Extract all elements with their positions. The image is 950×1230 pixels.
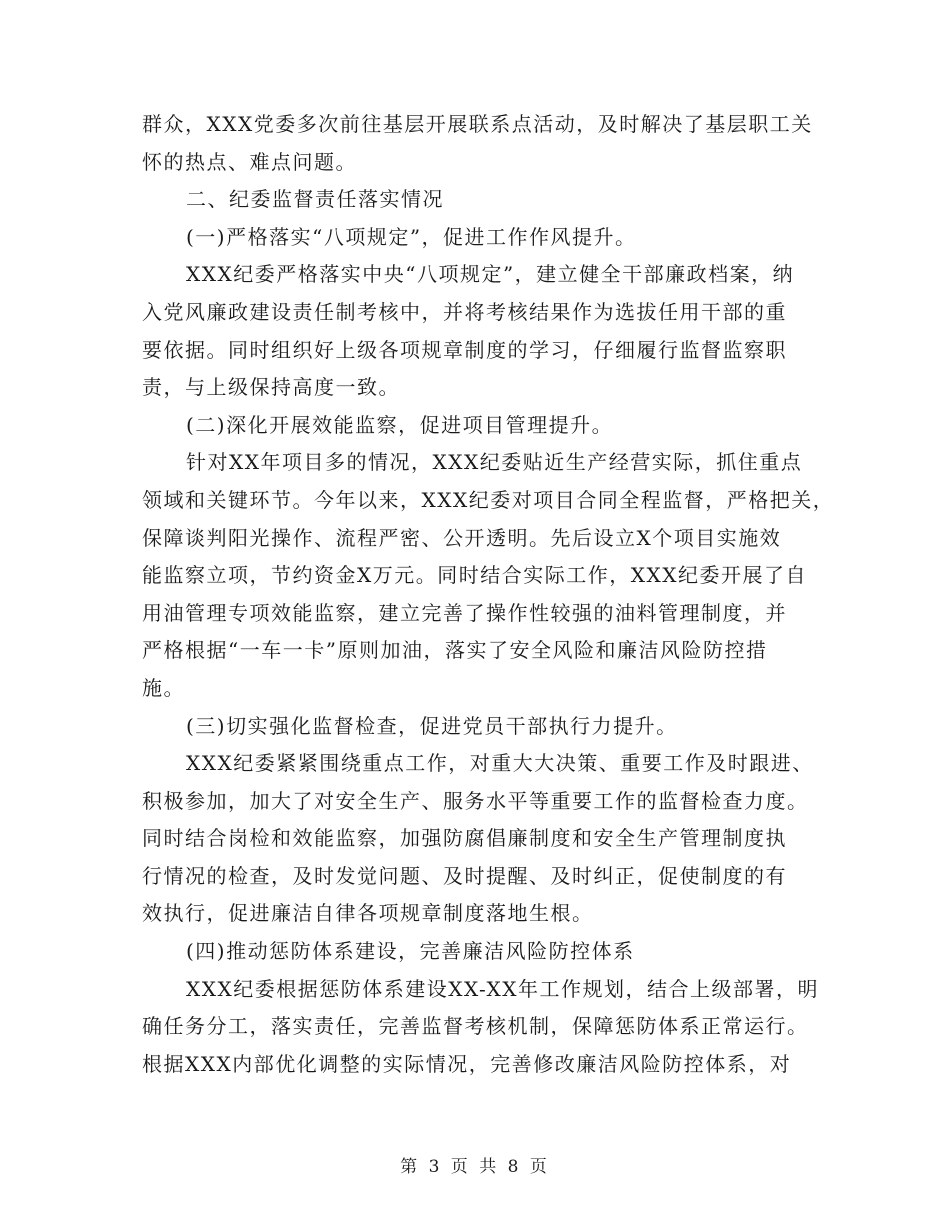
page-number: 第 3 页 共 8 页 [400, 1157, 550, 1177]
text-line: 用油管理专项效能监察，建立完善了操作性较强的油料管理制度，并 [142, 600, 787, 625]
text-line: XXX纪委根据惩防体系建设XX-XX年工作规划，结合上级部署，明 [186, 976, 819, 1001]
text-line: 积极参加，加大了对安全生产、服务水平等重要工作的监督检查力度。 [142, 788, 809, 813]
text-line: 领域和关键环节。今年以来，XXX纪委对项目合同全程监督，严格把关， [142, 487, 835, 512]
text-line: 效执行，促进廉洁自律各项规章制度落地生根。 [142, 901, 594, 926]
text-line: 严格根据“一车一卡”原则加油，落实了安全风险和廉洁风险防控措 [142, 638, 768, 663]
page-footer [0, 1152, 950, 1177]
text-line: 同时结合岗检和效能监察，加强防腐倡廉制度和安全生产管理制度执 [142, 826, 787, 851]
text-line: 施。 [142, 675, 185, 700]
text-line: 群众，XXX党委多次前往基层开展联系点活动，及时解决了基层职工关 [142, 112, 813, 136]
document-body [142, 106, 835, 1083]
text-line: 要依据。同时组织好上级各项规章制度的学习，仔细履行监督监察职 [142, 337, 787, 362]
text-line: 入党风廉政建设责任制考核中，并将考核结果作为选拔任用干部的重 [142, 299, 787, 324]
text-line: 确任务分工，落实责任，完善监督考核机制，保障惩防体系正常运行。 [142, 1014, 809, 1039]
subsection-heading: (三)切实强化监督检查，促进党员干部执行力提升。 [186, 713, 678, 738]
text-line: 针对XX年项目多的情况，XXX纪委贴近生产经营实际，抓住重点 [186, 450, 803, 475]
text-line: 怀的热点、难点问题。 [142, 149, 357, 174]
text-line: 责，与上级保持高度一致。 [142, 375, 400, 400]
text-line: 行情况的检查，及时发觉问题、及时提醒、及时纠正，促使制度的有 [142, 863, 787, 888]
text-line: XXX纪委严格落实中央“八项规定”，建立健全干部廉政档案，纳 [186, 262, 795, 287]
subsection-heading: (一)严格落实“八项规定”，促进工作作风提升。 [186, 224, 637, 249]
subsection-heading: (四)推动惩防体系建设，完善廉洁风险防控体系 [186, 939, 635, 964]
text-line: 能监察立项，节约资金X万元。同时结合实际工作，XXX纪委开展了自 [142, 563, 807, 588]
text-line: XXX纪委紧紧围绕重点工作，对重大大决策、重要工作及时跟进、 [186, 751, 814, 776]
text-line: 根据XXX内部优化调整的实际情况，完善修改廉洁风险防控体系，对 [142, 1051, 792, 1076]
text-line: 保障谈判阳光操作、流程严密、公开透明。先后设立X个项目实施效 [142, 525, 782, 550]
subsection-heading: (二)深化开展效能监察，促进项目管理提升。 [186, 412, 614, 437]
section-heading: 二、纪委监督责任落实情况 [186, 187, 444, 212]
